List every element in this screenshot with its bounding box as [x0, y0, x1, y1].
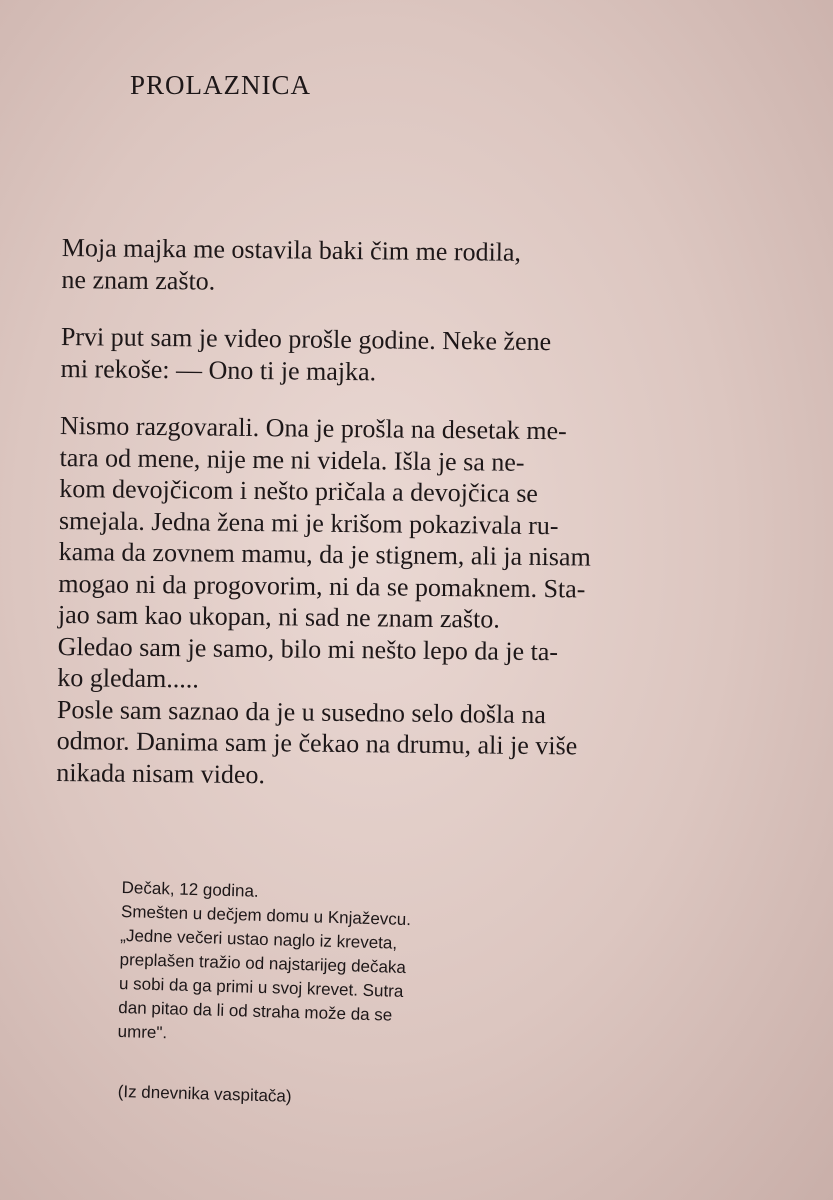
note-line: Dečak, 12 godina.	[121, 877, 259, 901]
stanza-3	[56, 410, 760, 795]
poem-line: jao sam kao ukopan, ni sad ne znam zašto.	[57, 599, 500, 634]
poem-line: ko gledam.....	[57, 662, 200, 694]
poem-line: ne znam zašto.	[61, 264, 216, 296]
poem-title: PROLAZNICA	[130, 70, 312, 100]
poem-body	[56, 232, 762, 821]
poem-line: Prvi put sam je video prošle godine. Neke žene	[60, 321, 552, 357]
poem-line: nikada nisam video.	[56, 757, 266, 789]
poem-line: kom devojčicom i nešto pričala a devojčica se	[59, 473, 539, 508]
poem-line: Nismo razgovarali. Ona je prošla na desetak me-	[59, 410, 567, 446]
author-note	[117, 876, 542, 1056]
note-line: umre".	[117, 1021, 168, 1043]
poem-line: kama da zovnem mamu, da je stignem, ali ja nisam	[58, 536, 591, 572]
poem-line: mi rekoše: — Ono ti je majka.	[60, 353, 377, 386]
note-line: preplašen tražio od najstarijeg dečaka	[119, 949, 407, 977]
note-line: „Jedne večeri ustao naglo iz kreveta,	[120, 925, 398, 953]
stanza-2	[60, 321, 761, 391]
poem-line: Gledao sam je samo, bilo mi nešto lepo da je ta-	[57, 631, 559, 666]
stanza-1	[61, 232, 762, 302]
poem-line: Moja majka me ostavila baki čim me rodila,	[61, 232, 522, 267]
note-line: Smešten u dečjem domu u Knjaževcu.	[120, 901, 412, 930]
poem-line: tara od mene, nije me ni videla. Išla je sa ne-	[59, 442, 525, 477]
note-source: (Iz dnevnika vaspitača)	[117, 1082, 292, 1106]
poem-line: Posle sam saznao da je u susedno selo došla na	[56, 694, 546, 729]
poem-line: odmor. Danima sam je čekao na drumu, ali je više	[56, 725, 578, 761]
poem-line: smejala. Jedna žena mi je krišom pokazivala ru-	[58, 505, 559, 540]
poem-line: mogao ni da progovorim, ni da se pomaknem. Sta-	[58, 568, 586, 603]
note-line: dan pitao da li od straha može da se	[118, 997, 393, 1025]
note-line: u sobi da ga primi u svoj krevet. Sutra	[118, 973, 404, 1001]
